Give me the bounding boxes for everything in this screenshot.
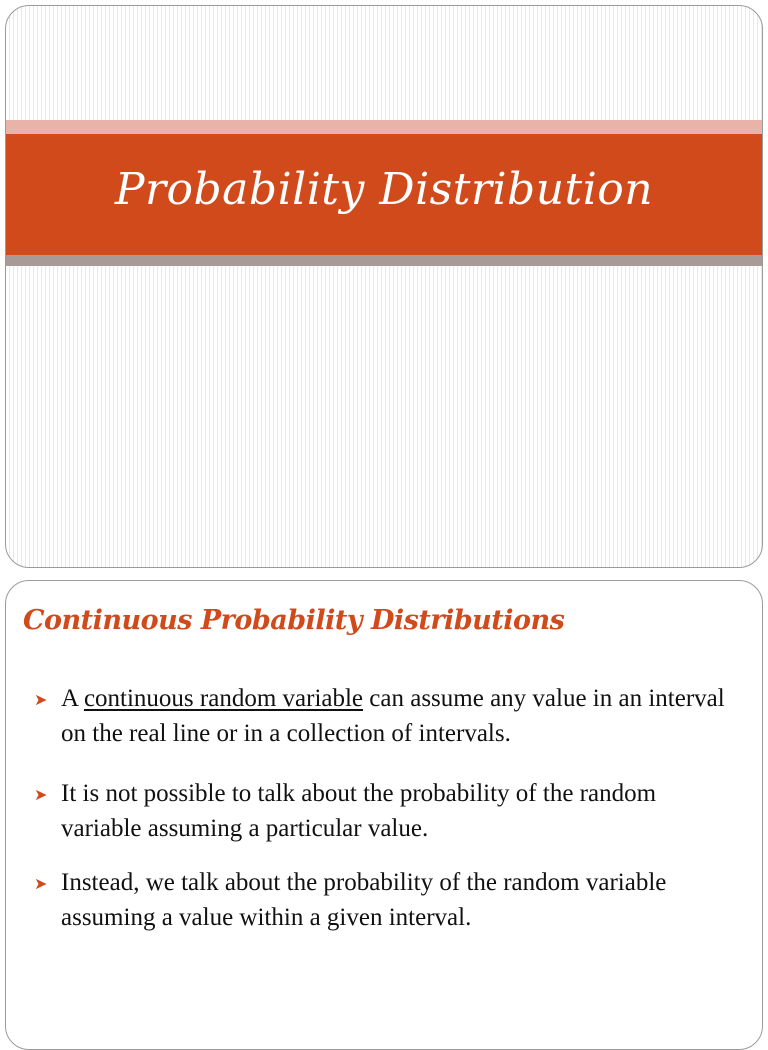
title-band-bottom-stripe: [6, 255, 762, 266]
arrowhead-bullet-icon: ➤: [34, 785, 48, 804]
bullet-item: [30, 865, 730, 935]
title-slide: [5, 5, 763, 568]
arrowhead-bullet-icon: ➤: [34, 690, 48, 709]
arrowhead-bullet-icon: ➤: [34, 874, 48, 893]
content-slide: [5, 580, 763, 1050]
slide-heading: Continuous Probability Distributions: [23, 605, 565, 636]
bullet-text-suffix: can assume any value in an interval on the real line or in a collection of intervals.: [61, 685, 725, 747]
bullet-text-prefix: A: [61, 685, 84, 712]
bullet-item: [30, 776, 730, 846]
slide-title: Probability Distribution: [114, 164, 654, 215]
bullet-text: Instead, we talk about the probability of the random variable assuming a value within a given interval.: [61, 869, 667, 931]
bullet-list: [30, 681, 730, 935]
underlined-term: continuous random variable: [83, 685, 364, 712]
bullet-item: [30, 681, 730, 751]
title-band: [6, 134, 762, 255]
title-band-top-stripe: [6, 120, 762, 134]
bullet-text: It is not possible to talk about the probability of the random variable assuming a particular value.: [61, 780, 657, 842]
